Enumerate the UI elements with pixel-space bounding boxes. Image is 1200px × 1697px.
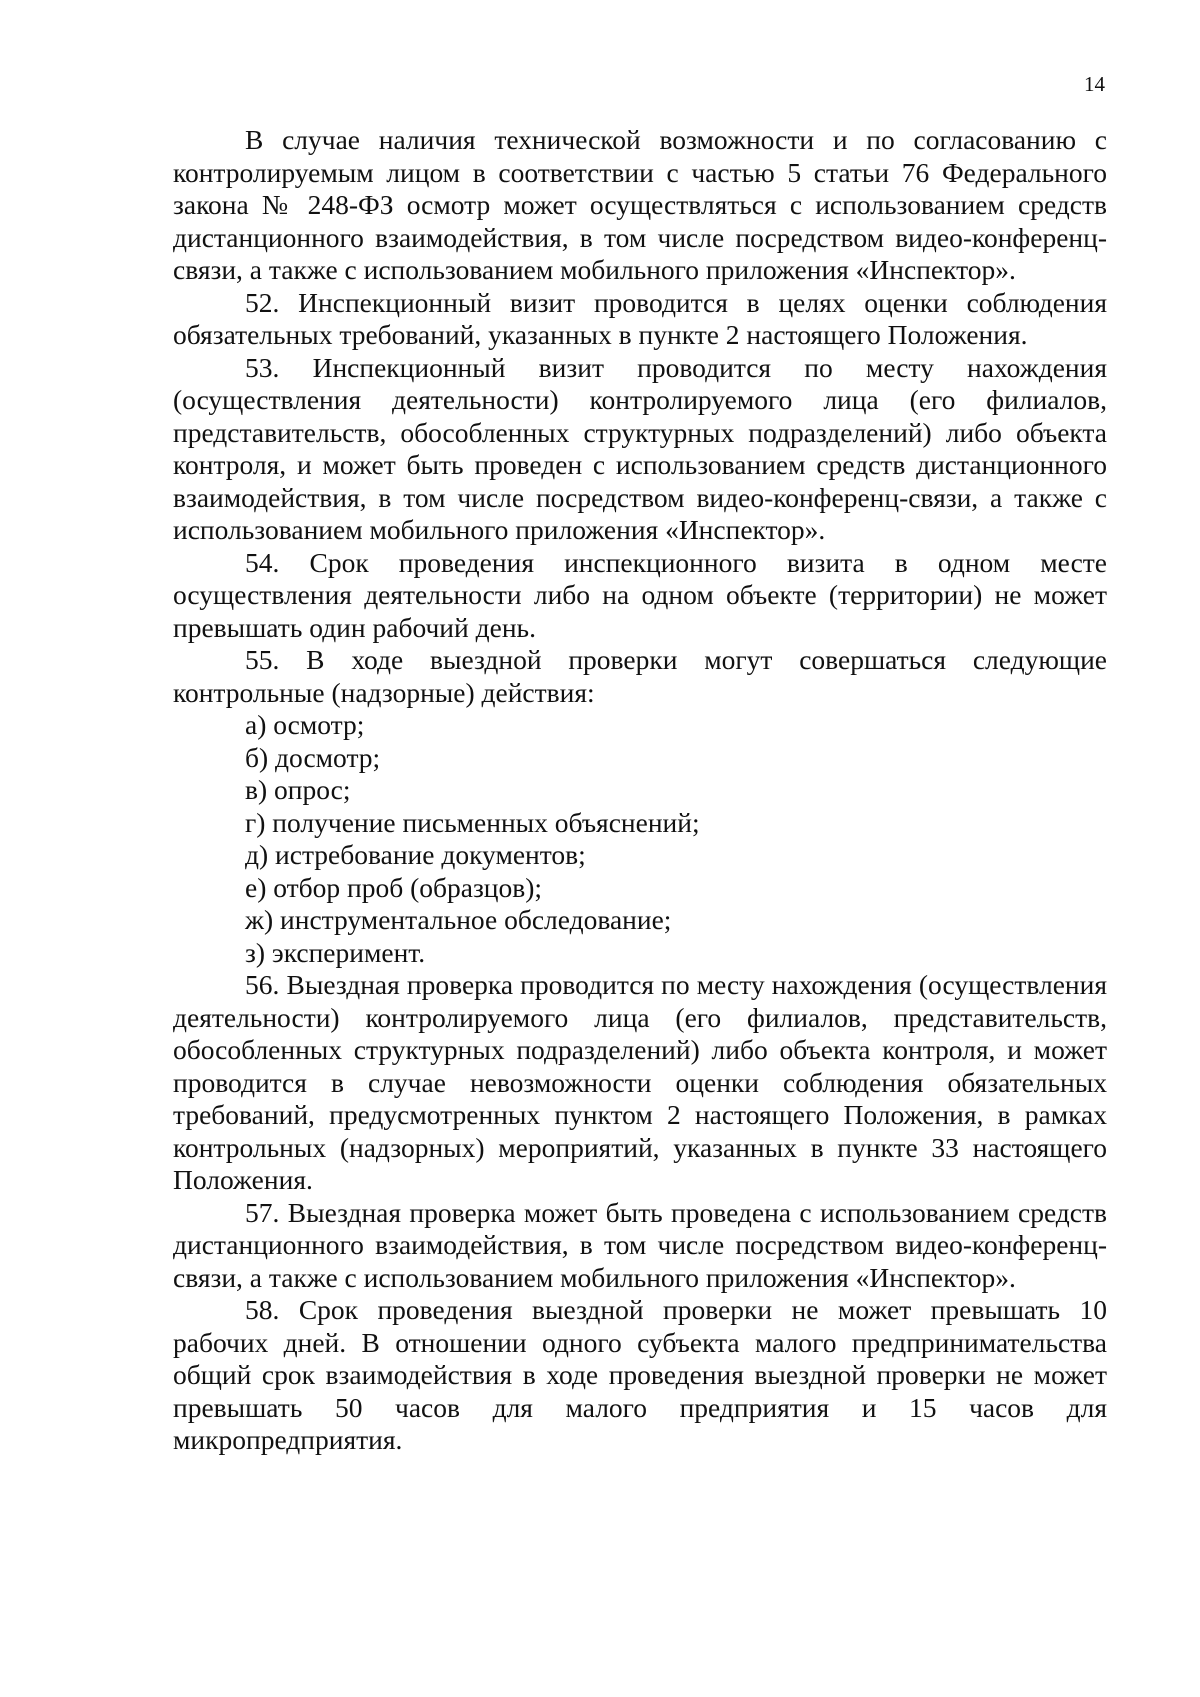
paragraph-54: 54. Срок проведения инспекционного визита в одном месте осуществления деятельности либо на одном объекте (территории) не может превышать один рабочий день. [173, 546, 1107, 643]
paragraph-53: 53. Инспекционный визит проводится по месту нахождения (осуществления деятельности) контролируемого лица (его филиалов, представительств, обособленных структурных подразделений) либо объекта контроля, и может быть проведен с использованием средств дистанционного взаимодействия, в том числе посредством видео-конференц-связи, а также с использованием мобильного приложения «Инспектор». [173, 351, 1107, 545]
document-body [173, 124, 1107, 1457]
list-item-a: а) осмотр; [245, 709, 365, 740]
list-item-e: е) отбор проб (образцов); [245, 871, 543, 903]
list-item-b: б) досмотр; [245, 741, 381, 773]
list-item-zh: ж) инструментальное обследование; [245, 904, 672, 935]
paragraph-58: 58. Срок проведения выездной проверки не может превышать 10 рабочих дней. В отношении одного субъекта малого предпринимательства общий срок взаимодействия в ходе проведения выездной проверки не может превышать 50 часов для малого предприятия и 15 часов для микропредприятия. [173, 1294, 1107, 1455]
list-item-z: з) эксперимент. [245, 936, 426, 968]
list-item-g: г) получение письменных объяснений; [245, 806, 700, 838]
paragraph-55: 55. В ходе выездной проверки могут совершаться следующие контрольные (надзорные) действия: [173, 644, 1107, 708]
paragraph-56: 56. Выездная проверка проводится по месту нахождения (осуществления деятельности) контролируемого лица (его филиалов, представительств, обособленных структурных подразделений) либо объекта контроля, и может проводится в случае невозможности оценки соблюдения обязательных требований, предусмотренных пунктом 2 настоящего Положения, в рамках контрольных (надзорных) мероприятий, указанных в пункте 33 настоящего Положения. [173, 969, 1107, 1195]
page-number: 14 [1084, 72, 1105, 96]
list-item-d: д) истребование документов; [245, 839, 586, 870]
paragraph-intro: В случае наличия технической возможности и по согласованию с контролируемым лицом в соответствии с частью 5 статьи 76 Федерального закона № 248-ФЗ осмотр может осуществляться с использованием средств дистанционного взаимодействия, в том числе посредством видео-конференц-связи, а также с использованием мобильного приложения «Инспектор». [173, 124, 1107, 285]
paragraph-52: 52. Инспекционный визит проводится в целях оценки соблюдения обязательных требований, указанных в пункте 2 настоящего Положения. [173, 286, 1107, 350]
list-item-v: в) опрос; [245, 774, 351, 805]
paragraph-57: 57. Выездная проверка может быть проведена с использованием средств дистанционного взаимодействия, в том числе посредством видео-конференц-связи, а также с использованием мобильного приложения «Инспектор». [173, 1196, 1107, 1293]
